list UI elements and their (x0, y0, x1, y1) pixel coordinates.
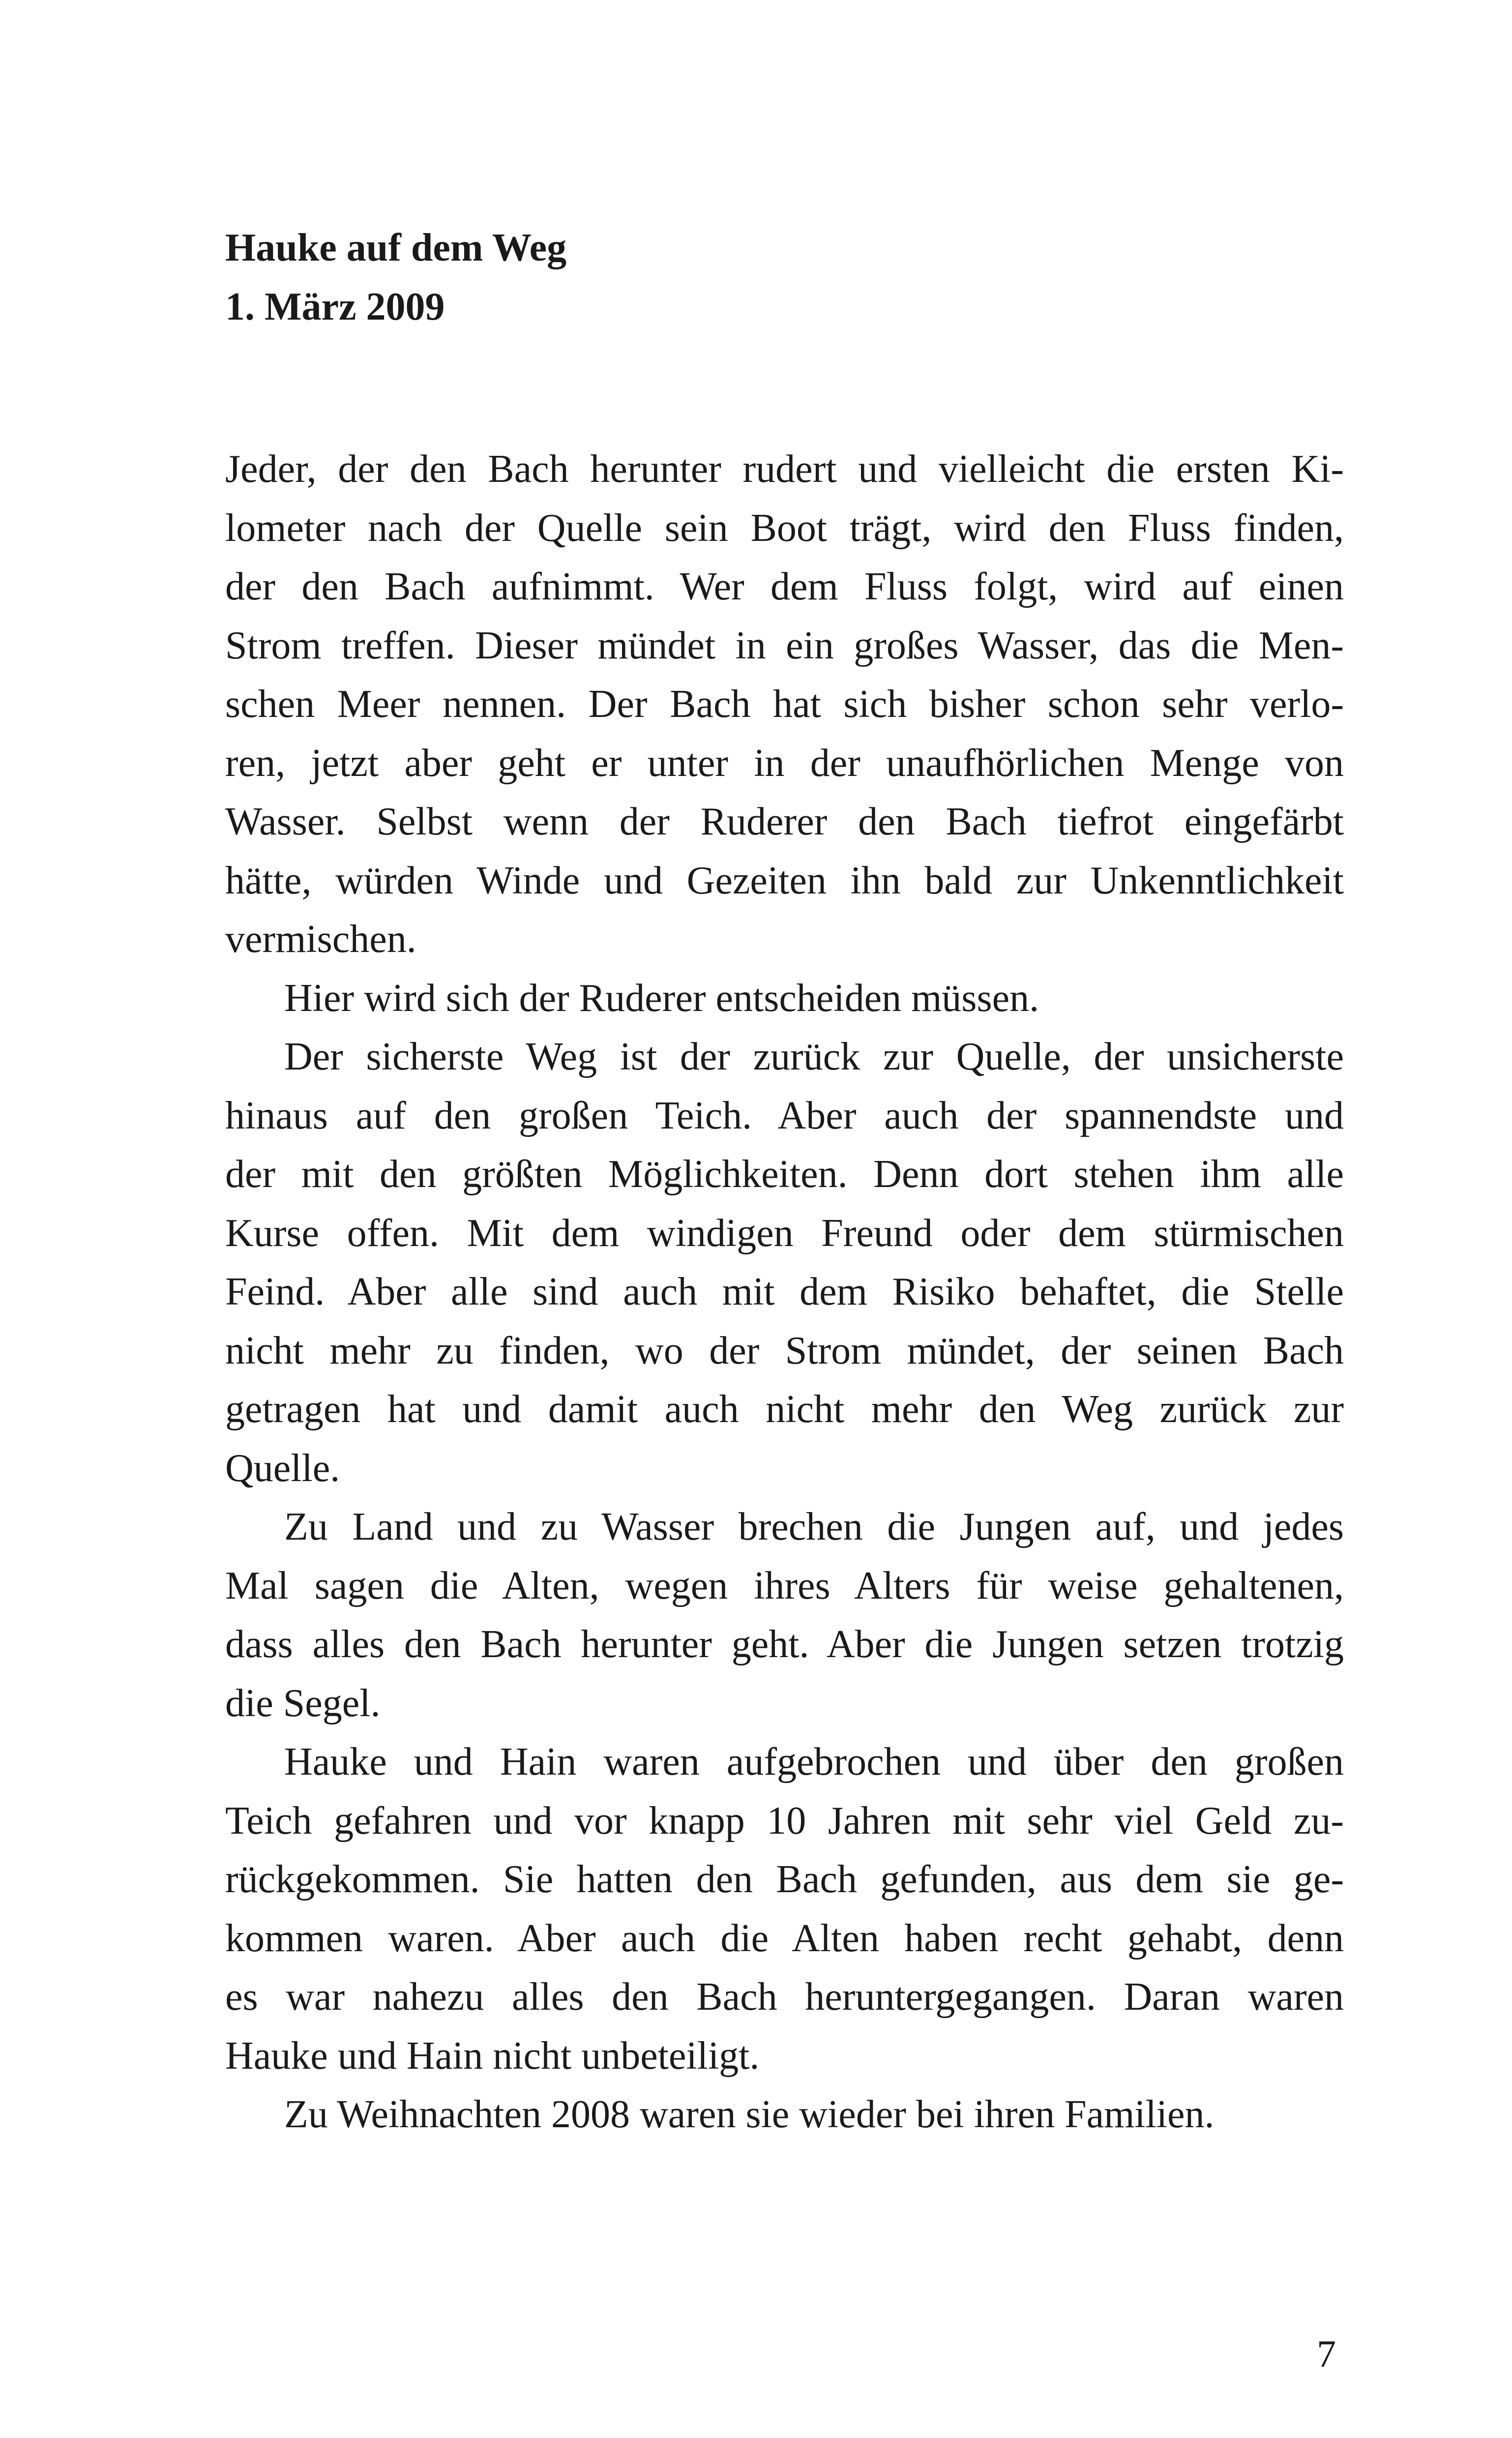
page-number: 7 (1317, 2332, 1336, 2375)
text-line: dass alles den Bach herunter geht. Aber die Jungen setzen trotzig (225, 1623, 1344, 1666)
text-line: Zu Weihnachten 2008 waren sie wieder bei ihren Familien. (284, 2093, 1215, 2136)
text-line: hätte, würden Winde und Gezeiten ihn bald zur Unkenntlichkeit (225, 859, 1344, 902)
text-line: Feind. Aber alle sind auch mit dem Risiko behaftet, die Stelle (225, 1270, 1344, 1313)
text-line: nicht mehr zu finden, wo der Strom mündet, der seinen Bach (225, 1329, 1344, 1372)
text-line: schen Meer nennen. Der Bach hat sich bisher schon sehr verlo- (225, 683, 1344, 726)
text-line: hinaus auf den großen Teich. Aber auch der spannendste und (225, 1094, 1344, 1137)
text-line: Wasser. Selbst wenn der Ruderer den Bach tiefrot eingefärbt (225, 800, 1344, 843)
text-line: der den Bach aufnimmt. Wer dem Fluss folgt, wird auf einen (225, 565, 1344, 608)
text-line: es war nahezu alles den Bach heruntergegangen. Daran waren (225, 1975, 1344, 2019)
text-line: Mal sagen die Alten, wegen ihres Alters für weise gehaltenen, (225, 1564, 1344, 1607)
text-line: lometer nach der Quelle sein Boot trägt, wird den Fluss finden, (225, 506, 1344, 550)
chapter-date: 1. März 2009 (225, 285, 445, 328)
text-line: Hier wird sich der Ruderer entscheiden müssen. (284, 976, 1039, 1020)
text-line: rückgekommen. Sie hatten den Bach gefunden, aus dem sie ge- (225, 1858, 1344, 1901)
text-line: Strom treffen. Dieser mündet in ein großes Wasser, das die Men- (225, 624, 1344, 667)
chapter-heading (225, 219, 566, 336)
text-line: Jeder, der den Bach herunter rudert und vielleicht die ersten Ki- (225, 447, 1344, 491)
text-line: getragen hat und damit auch nicht mehr den Weg zurück zur (225, 1388, 1344, 1431)
text-line: Hauke und Hain nicht unbeteiligt. (225, 2034, 760, 2078)
text-line: die Segel. (225, 1681, 381, 1725)
text-line: Kurse offen. Mit dem windigen Freund oder dem stürmischen (225, 1211, 1344, 1255)
text-line: Der sicherste Weg ist der zurück zur Quelle, der unsicherste (284, 1035, 1344, 1078)
text-line: Zu Land und zu Wasser brechen die Jungen auf, und jedes (284, 1505, 1344, 1548)
text-line: vermischen. (225, 918, 416, 961)
text-line: Teich gefahren und vor knapp 10 Jahren mit sehr viel Geld zu- (225, 1799, 1344, 1843)
text-line: ren, jetzt aber geht er unter in der unaufhörlichen Menge von (225, 741, 1344, 785)
text-line: der mit den größten Möglichkeiten. Denn dort stehen ihm alle (225, 1153, 1344, 1196)
text-line: Quelle. (225, 1446, 340, 1490)
body-text (225, 440, 1344, 2144)
text-line: kommen waren. Aber auch die Alten haben recht gehabt, denn (225, 1916, 1344, 1960)
chapter-title: Hauke auf dem Weg (225, 226, 567, 269)
text-line: Hauke und Hain waren aufgebrochen und über den großen (284, 1740, 1344, 1784)
